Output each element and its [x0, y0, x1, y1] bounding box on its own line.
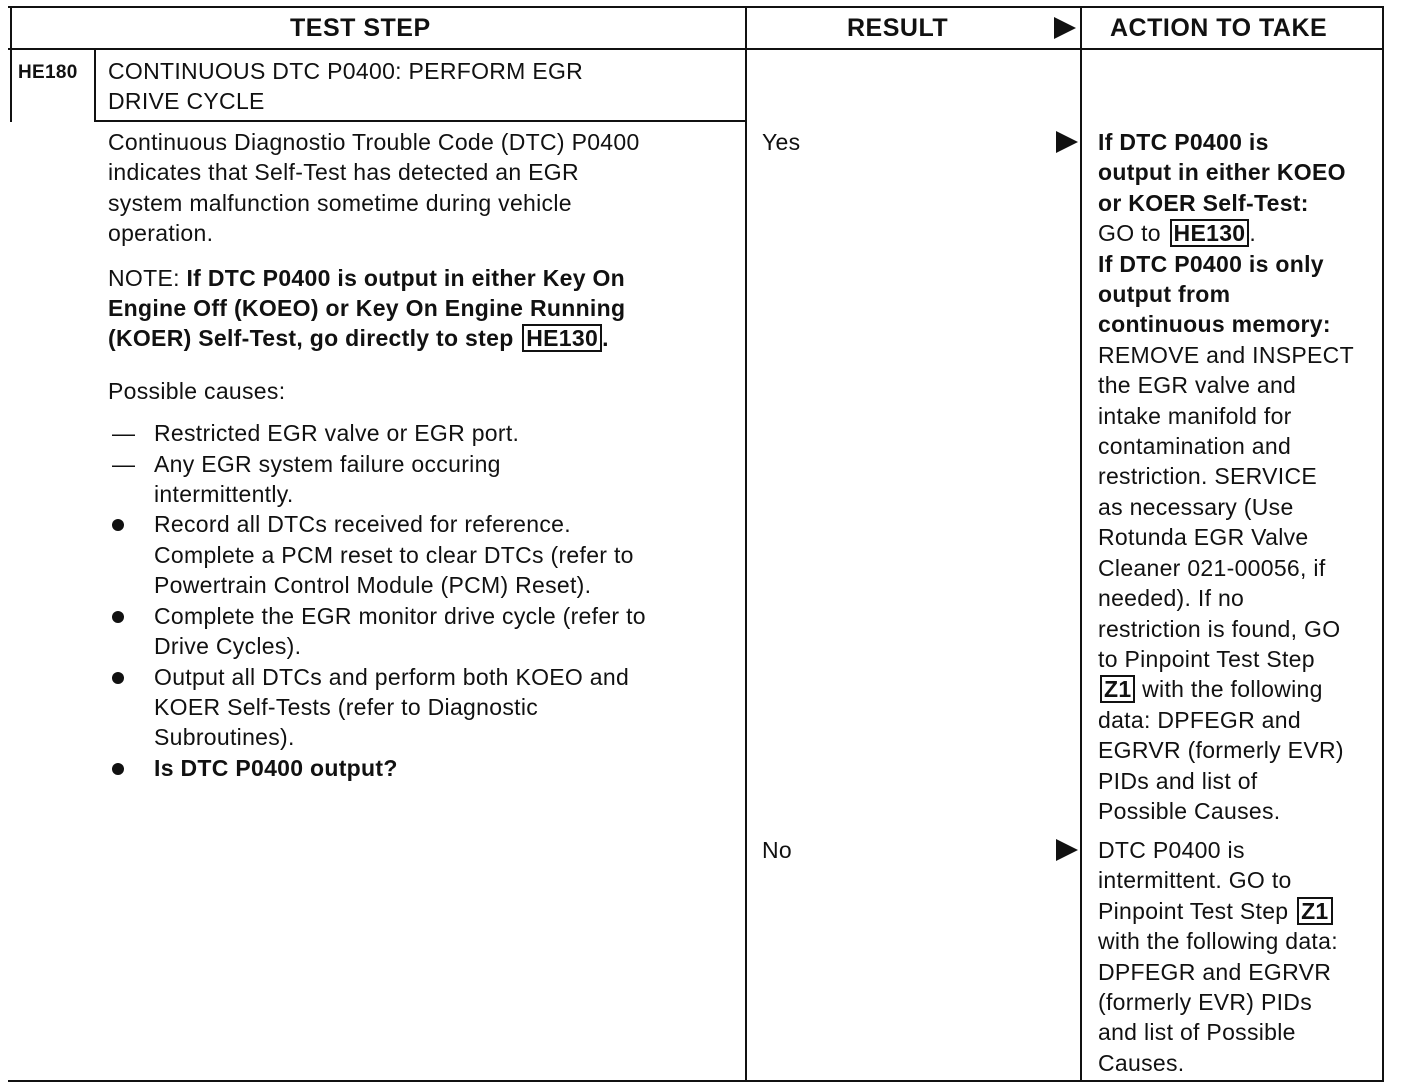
- header-result: RESULT: [847, 14, 949, 42]
- col-divider-result-action: [1080, 6, 1082, 1082]
- result-no-arrow-icon: [1056, 839, 1078, 861]
- question-line: Is DTC P0400 output?: [154, 754, 398, 781]
- bullet-line: KOER Self-Tests (refer to Diagnostic: [154, 693, 539, 720]
- bullet-icon: [112, 519, 124, 531]
- bullet-line: Record all DTCs received for reference.: [154, 511, 571, 538]
- action-line: PIDs and list of: [1098, 767, 1258, 794]
- bullet-line: Complete the EGR monitor drive cycle (refer to: [154, 602, 646, 629]
- step-title: [108, 56, 583, 117]
- action-line: Possible Causes.: [1098, 797, 1281, 824]
- top-border: [8, 6, 1384, 8]
- step-body: [108, 127, 738, 783]
- bullet-icon: [112, 611, 124, 623]
- action-line: Rotunda EGR Valve: [1098, 524, 1309, 551]
- action-line: continuous memory:: [1098, 311, 1331, 338]
- action-after-ref: with the following: [1135, 676, 1323, 703]
- action-line: output from: [1098, 281, 1231, 308]
- bullet-item: [108, 662, 738, 753]
- note-line: (KOER) Self-Test, go directly to step: [108, 325, 521, 352]
- action-line: restriction is found, GO: [1098, 615, 1341, 642]
- causes-list: [108, 418, 738, 509]
- dash-mark: —: [112, 420, 136, 447]
- bullet-line: Complete a PCM reset to clear DTCs (refer to: [154, 541, 634, 568]
- bullet-line: Output all DTCs and perform both KOEO and: [154, 663, 630, 690]
- action-line: needed). If no: [1098, 585, 1245, 612]
- header-test-step: TEST STEP: [290, 14, 431, 42]
- bullet-icon: [112, 672, 124, 684]
- causes-heading: Possible causes:: [108, 377, 286, 404]
- action-line: the EGR valve and: [1098, 372, 1297, 399]
- action-line: restriction. SERVICE: [1098, 463, 1318, 490]
- bullet-line: Subroutines).: [154, 724, 295, 751]
- action-line: contamination and: [1098, 433, 1292, 460]
- action-ref-prefix: Pinpoint Test Step: [1098, 897, 1296, 924]
- intro-line: Continuous Diagnostio Trouble Code (DTC) P0400: [108, 129, 640, 155]
- bullet-line: Drive Cycles).: [154, 633, 302, 660]
- question-item: [108, 753, 738, 783]
- action-line: If DTC P0400 is: [1098, 129, 1269, 155]
- bullet-icon: [112, 763, 124, 775]
- result-yes: Yes: [762, 129, 801, 155]
- cause-line: Any EGR system failure occuring: [154, 450, 501, 477]
- bullet-item: [108, 509, 738, 600]
- action-line: Cleaner 021-00056, if: [1098, 554, 1326, 581]
- cause-item: [108, 449, 738, 510]
- pinpoint-ref[interactable]: Z1: [1297, 897, 1332, 925]
- cause-line: Restricted EGR valve or EGR port.: [154, 420, 520, 447]
- intro-line: indicates that Self-Test has detected an EGR: [108, 159, 579, 186]
- action-line: with the following data:: [1098, 928, 1338, 955]
- intro-line: system malfunction sometime during vehicle: [108, 189, 572, 216]
- action-line: Causes.: [1098, 1049, 1185, 1076]
- right-border: [1382, 6, 1384, 1082]
- note-end: .: [602, 325, 609, 352]
- bullet-item: [108, 601, 738, 662]
- action-line: DPFEGR and EGRVR: [1098, 958, 1332, 985]
- header-bottom-border: [8, 48, 1384, 50]
- action-no: [1098, 835, 1380, 1078]
- left-border: [10, 6, 12, 122]
- intro-line: operation.: [108, 220, 214, 247]
- action-line: or KOER Self-Test:: [1098, 189, 1309, 216]
- action-line: EGRVR (formerly EVR): [1098, 737, 1344, 764]
- action-line: intake manifold for: [1098, 402, 1292, 429]
- title-bottom-border: [94, 120, 747, 122]
- dash-mark: —: [112, 450, 136, 477]
- action-line: to Pinpoint Test Step: [1098, 645, 1315, 672]
- action-go-prefix: GO to: [1098, 220, 1168, 247]
- col-divider-test-result: [745, 6, 747, 1082]
- intro-paragraph: [108, 127, 738, 249]
- action-line: (formerly EVR) PIDs: [1098, 989, 1312, 1016]
- cause-item: [108, 418, 738, 448]
- action-go-end: .: [1249, 220, 1257, 247]
- action-yes: [1098, 127, 1380, 826]
- step-id-divider: [94, 48, 96, 122]
- result-no: No: [762, 837, 793, 863]
- action-line: as necessary (Use: [1098, 493, 1294, 520]
- action-line: intermittent. GO to: [1098, 867, 1292, 894]
- step-title-line: CONTINUOUS DTC P0400: PERFORM EGR: [108, 58, 584, 84]
- step-id: HE180: [18, 62, 78, 83]
- instruction-list: [108, 509, 738, 783]
- header-action: ACTION TO TAKE: [1110, 14, 1328, 42]
- step-title-line: DRIVE CYCLE: [108, 88, 265, 115]
- note-line: If DTC P0400 is output in either Key On: [186, 264, 626, 291]
- pinpoint-ref[interactable]: Z1: [1100, 675, 1135, 703]
- action-line: output in either KOEO: [1098, 159, 1346, 186]
- header-arrow-icon: [1054, 17, 1076, 39]
- action-step-ref[interactable]: HE130: [1170, 219, 1250, 247]
- note-line: Engine Off (KOEO) or Key On Engine Running: [108, 295, 626, 322]
- action-line: and list of Possible: [1098, 1019, 1296, 1046]
- note-paragraph: [108, 263, 738, 354]
- cause-line: intermittently.: [154, 481, 294, 508]
- action-line: REMOVE and INSPECT: [1098, 341, 1354, 368]
- action-line: DTC P0400 is: [1098, 837, 1245, 863]
- note-step-ref[interactable]: HE130: [522, 324, 602, 352]
- note-prefix: NOTE:: [108, 264, 187, 291]
- action-line: If DTC P0400 is only: [1098, 250, 1324, 277]
- bottom-border: [8, 1080, 1384, 1082]
- result-yes-arrow-icon: [1056, 131, 1078, 153]
- action-line: data: DPFEGR and: [1098, 706, 1301, 733]
- bullet-line: Powertrain Control Module (PCM) Reset).: [154, 572, 592, 599]
